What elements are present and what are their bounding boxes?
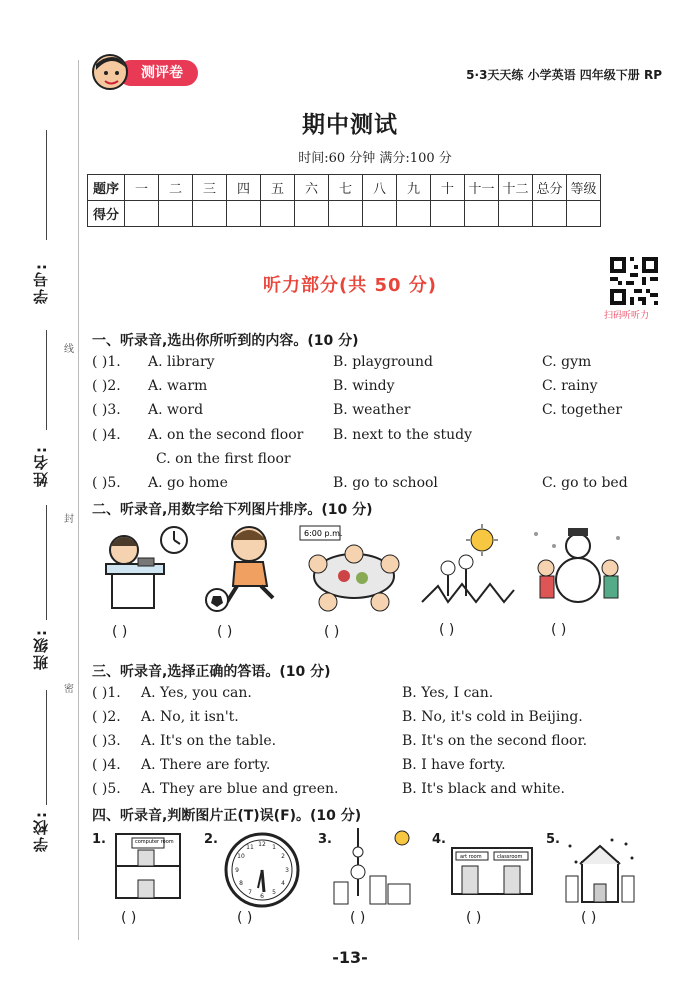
q2-heading: 二、听录音,用数字给下列图片排序。(10 分) <box>92 502 373 518</box>
q3-item-5-option-b: B. It's black and white. <box>402 781 566 797</box>
section-title: 听力部分(共 50 分) <box>262 275 438 296</box>
svg-text:11: 11 <box>246 844 254 851</box>
svg-text:7: 7 <box>248 889 252 896</box>
mascot-icon <box>92 54 128 90</box>
score-cell[interactable] <box>295 201 329 227</box>
q4-number-5: 5. <box>546 832 560 847</box>
table-cell: 九 <box>397 175 431 201</box>
q1-item-5-option-c: C. go to bed <box>542 475 628 491</box>
q1-item-4-option-b: B. next to the study <box>333 427 473 443</box>
q4-number-1: 1. <box>92 832 106 847</box>
score-cell[interactable] <box>567 201 601 227</box>
snowy-castle-picture <box>562 836 638 904</box>
table-cell: 五 <box>261 175 295 201</box>
q3-item-3-number[interactable]: ( )3. <box>92 733 121 749</box>
q4-answer-2[interactable]: ( ) <box>237 910 253 926</box>
boy-waking-clock-picture <box>98 522 188 614</box>
score-cell[interactable] <box>533 201 567 227</box>
q2-answer-5[interactable]: ( ) <box>551 622 567 638</box>
score-table-score-row <box>88 201 601 227</box>
svg-text:10: 10 <box>237 853 245 860</box>
school-blank <box>46 690 47 805</box>
q1-item-2-option-c: C. rainy <box>542 378 598 394</box>
q1-item-4-number[interactable]: ( )4. <box>92 427 121 443</box>
time-score-info: 时间:60 分钟 满分:100 分 <box>298 151 452 166</box>
score-cell[interactable] <box>397 201 431 227</box>
svg-text:6: 6 <box>260 893 264 900</box>
q3-item-2-number[interactable]: ( )2. <box>92 709 121 725</box>
table-cell: 三 <box>193 175 227 201</box>
city-tower-picture <box>330 826 416 906</box>
class-label: 班级: <box>32 628 50 670</box>
score-cell[interactable] <box>363 201 397 227</box>
q3-item-3-option-b: B. It's on the second floor. <box>402 733 588 749</box>
q3-item-2-option-a: A. No, it isn't. <box>141 709 239 725</box>
table-cell: 二 <box>159 175 193 201</box>
score-table <box>87 174 601 227</box>
q2-answer-3[interactable]: ( ) <box>324 624 340 640</box>
q4-number-3: 3. <box>318 832 332 847</box>
badge-label: 测评卷 <box>118 60 198 86</box>
table-cell: 得分 <box>88 201 125 227</box>
clock-picture <box>222 830 302 910</box>
boy-playing-football-picture <box>203 522 281 614</box>
art-room-classroom-picture <box>450 846 534 896</box>
table-cell: 题序 <box>88 175 125 201</box>
q1-item-2-option-a: A. warm <box>148 378 208 394</box>
q3-item-5-option-a: A. They are blue and green. <box>141 781 339 797</box>
q3-item-2-option-b: B. No, it's cold in Beijing. <box>402 709 583 725</box>
svg-text:5: 5 <box>272 889 276 896</box>
score-cell[interactable] <box>159 201 193 227</box>
class-blank <box>46 505 47 620</box>
svg-text:12: 12 <box>258 841 266 848</box>
score-cell[interactable] <box>465 201 499 227</box>
score-cell[interactable] <box>431 201 465 227</box>
dinner-clock-label: 6:00 p.m. <box>304 529 343 538</box>
table-cell: 七 <box>329 175 363 201</box>
spring-flowers-picture <box>418 524 518 606</box>
table-cell: 八 <box>363 175 397 201</box>
score-cell[interactable] <box>499 201 533 227</box>
q1-heading: 一、听录音,选出你所听到的内容。(10 分) <box>92 333 359 349</box>
school-label: 学校: <box>32 810 50 852</box>
q3-item-1-number[interactable]: ( )1. <box>92 685 121 701</box>
series-info: 5·3天天练 小学英语 四年级下册 RP <box>466 68 662 82</box>
q3-item-1-option-a: A. Yes, you can. <box>141 685 252 701</box>
classroom-label: classroom <box>497 854 523 860</box>
score-cell[interactable] <box>125 201 159 227</box>
svg-text:1: 1 <box>272 844 276 851</box>
q1-item-4-option-c: C. on the first floor <box>156 451 291 467</box>
score-cell[interactable] <box>227 201 261 227</box>
q1-item-5-option-b: B. go to school <box>333 475 438 491</box>
q2-answer-4[interactable]: ( ) <box>439 622 455 638</box>
q1-item-4-option-a: A. on the second floor <box>148 427 304 443</box>
q3-item-4-option-a: A. There are forty. <box>141 757 271 773</box>
cut-mark-line: 线 <box>64 344 74 355</box>
name-label: 姓名: <box>32 445 50 487</box>
computer-room-building-picture <box>112 830 184 902</box>
table-cell: 四 <box>227 175 261 201</box>
q1-item-1-option-a: A. library <box>148 354 215 370</box>
qr-label: 扫码听听力 <box>604 311 650 321</box>
q1-item-1-number[interactable]: ( )1. <box>92 354 121 370</box>
q3-item-4-number[interactable]: ( )4. <box>92 757 121 773</box>
q1-item-3-option-c: C. together <box>542 402 623 418</box>
q4-answer-3[interactable]: ( ) <box>350 910 366 926</box>
family-dinner-picture <box>298 524 406 614</box>
cut-mark-secret: 密 <box>64 684 74 695</box>
q3-item-4-option-b: B. I have forty. <box>402 757 506 773</box>
q1-item-1-option-c: C. gym <box>542 354 592 370</box>
q4-number-4: 4. <box>432 832 446 847</box>
score-cell[interactable] <box>261 201 295 227</box>
score-cell[interactable] <box>193 201 227 227</box>
q1-item-5-option-a: A. go home <box>148 475 228 491</box>
q2-answer-1[interactable]: ( ) <box>112 624 128 640</box>
test-badge <box>90 52 200 92</box>
q2-answer-2[interactable]: ( ) <box>217 624 233 640</box>
name-blank <box>46 330 47 430</box>
binding-line <box>78 60 79 940</box>
student-id-label: 学号: <box>32 262 50 304</box>
table-cell: 等级 <box>567 175 601 201</box>
q3-item-1-option-b: B. Yes, I can. <box>402 685 494 701</box>
svg-text:3: 3 <box>285 867 289 874</box>
q3-heading: 三、听录音,选择正确的答语。(10 分) <box>92 664 331 680</box>
q1-item-3-number[interactable]: ( )3. <box>92 402 121 418</box>
score-table-header-row <box>88 175 601 201</box>
q4-number-2: 2. <box>204 832 218 847</box>
table-cell: 总分 <box>533 175 567 201</box>
q1-item-1-option-b: B. playground <box>333 354 433 370</box>
q4-heading: 四、听录音,判断图片正(T)误(F)。(10 分) <box>92 808 362 824</box>
q4-answer-5[interactable]: ( ) <box>581 910 597 926</box>
art-room-label: art room <box>460 854 482 860</box>
winter-snowman-picture <box>530 524 626 606</box>
page-title: 期中测试 <box>302 112 398 138</box>
cut-mark-seal: 封 <box>64 514 74 525</box>
q1-item-5-number[interactable]: ( )5. <box>92 475 121 491</box>
table-cell: 六 <box>295 175 329 201</box>
table-cell: 十 <box>431 175 465 201</box>
svg-text:9: 9 <box>235 867 239 874</box>
q1-item-2-number[interactable]: ( )2. <box>92 378 121 394</box>
q4-answer-4[interactable]: ( ) <box>466 910 482 926</box>
q3-item-5-number[interactable]: ( )5. <box>92 781 121 797</box>
page-number: -13- <box>332 948 368 967</box>
computer-room-label: computer room <box>135 839 174 845</box>
svg-text:4: 4 <box>281 880 285 887</box>
table-cell: 十二 <box>499 175 533 201</box>
table-cell: 十一 <box>465 175 499 201</box>
q1-item-3-option-a: A. word <box>148 402 204 418</box>
q1-item-2-option-b: B. windy <box>333 378 395 394</box>
svg-text:2: 2 <box>281 853 285 860</box>
score-cell[interactable] <box>329 201 363 227</box>
table-cell: 一 <box>125 175 159 201</box>
svg-text:8: 8 <box>239 880 243 887</box>
q3-item-3-option-a: A. It's on the table. <box>141 733 277 749</box>
q1-item-3-option-b: B. weather <box>333 402 411 418</box>
q4-answer-1[interactable]: ( ) <box>121 910 137 926</box>
